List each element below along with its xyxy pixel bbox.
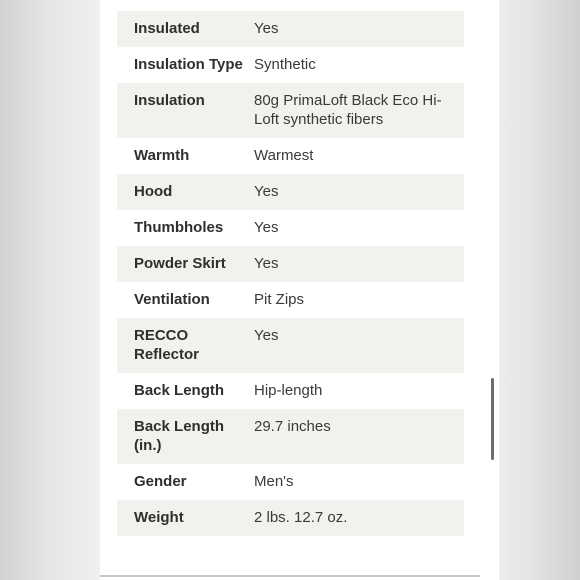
- spec-label: Insulated: [134, 20, 200, 37]
- spec-row-recco-reflector: [117, 318, 464, 373]
- spec-value: Yes: [254, 255, 279, 272]
- spec-value: Yes: [254, 219, 279, 236]
- spec-row-powder-skirt: [117, 246, 464, 282]
- vertical-scrollbar-thumb[interactable]: [491, 378, 494, 460]
- spec-value: Men's: [254, 473, 294, 490]
- spec-row-insulation-type: [117, 47, 464, 83]
- spec-value: 2 lbs. 12.7 oz.: [254, 509, 348, 526]
- spec-value: Synthetic: [254, 56, 316, 73]
- spec-row-back-length: [117, 373, 464, 409]
- spec-value: Yes: [254, 183, 279, 200]
- spec-value: 29.7 inches: [254, 418, 331, 435]
- spec-label: Powder Skirt: [134, 255, 226, 272]
- product-specs-panel: [100, 0, 499, 580]
- spec-value: Yes: [254, 327, 279, 344]
- spec-value: Warmest: [254, 147, 314, 164]
- spec-row-back-length-in: [117, 409, 464, 464]
- spec-label: Back Length: [134, 382, 225, 399]
- specs-table: [117, 11, 464, 536]
- spec-label: Gender: [134, 473, 187, 490]
- spec-row-insulation: [117, 83, 464, 138]
- spec-label: Ventilation: [134, 291, 210, 308]
- spec-row-gender: [117, 464, 464, 500]
- spec-label: Insulation: [134, 92, 205, 109]
- spec-row-weight: [117, 500, 464, 536]
- section-divider: [100, 575, 480, 577]
- spec-label: Back Length (in.): [134, 418, 225, 454]
- spec-label: Thumbholes: [134, 219, 224, 236]
- spec-label: Weight: [134, 509, 184, 526]
- spec-row-insulated: [117, 11, 464, 47]
- spec-row-hood: [117, 174, 464, 210]
- spec-row-thumbholes: [117, 210, 464, 246]
- spec-row-ventilation: [117, 282, 464, 318]
- spec-value: Pit Zips: [254, 291, 305, 308]
- spec-label: Warmth: [134, 147, 190, 164]
- spec-value: Hip-length: [254, 382, 323, 399]
- spec-value: 80g PrimaLoft Black Eco Hi-Loft synthetic fibers: [254, 92, 442, 128]
- spec-label: RECCO Reflector: [134, 327, 200, 363]
- spec-label: Hood: [134, 183, 173, 200]
- spec-label: Insulation Type: [134, 56, 243, 73]
- spec-value: Yes: [254, 20, 279, 37]
- spec-row-warmth: [117, 138, 464, 174]
